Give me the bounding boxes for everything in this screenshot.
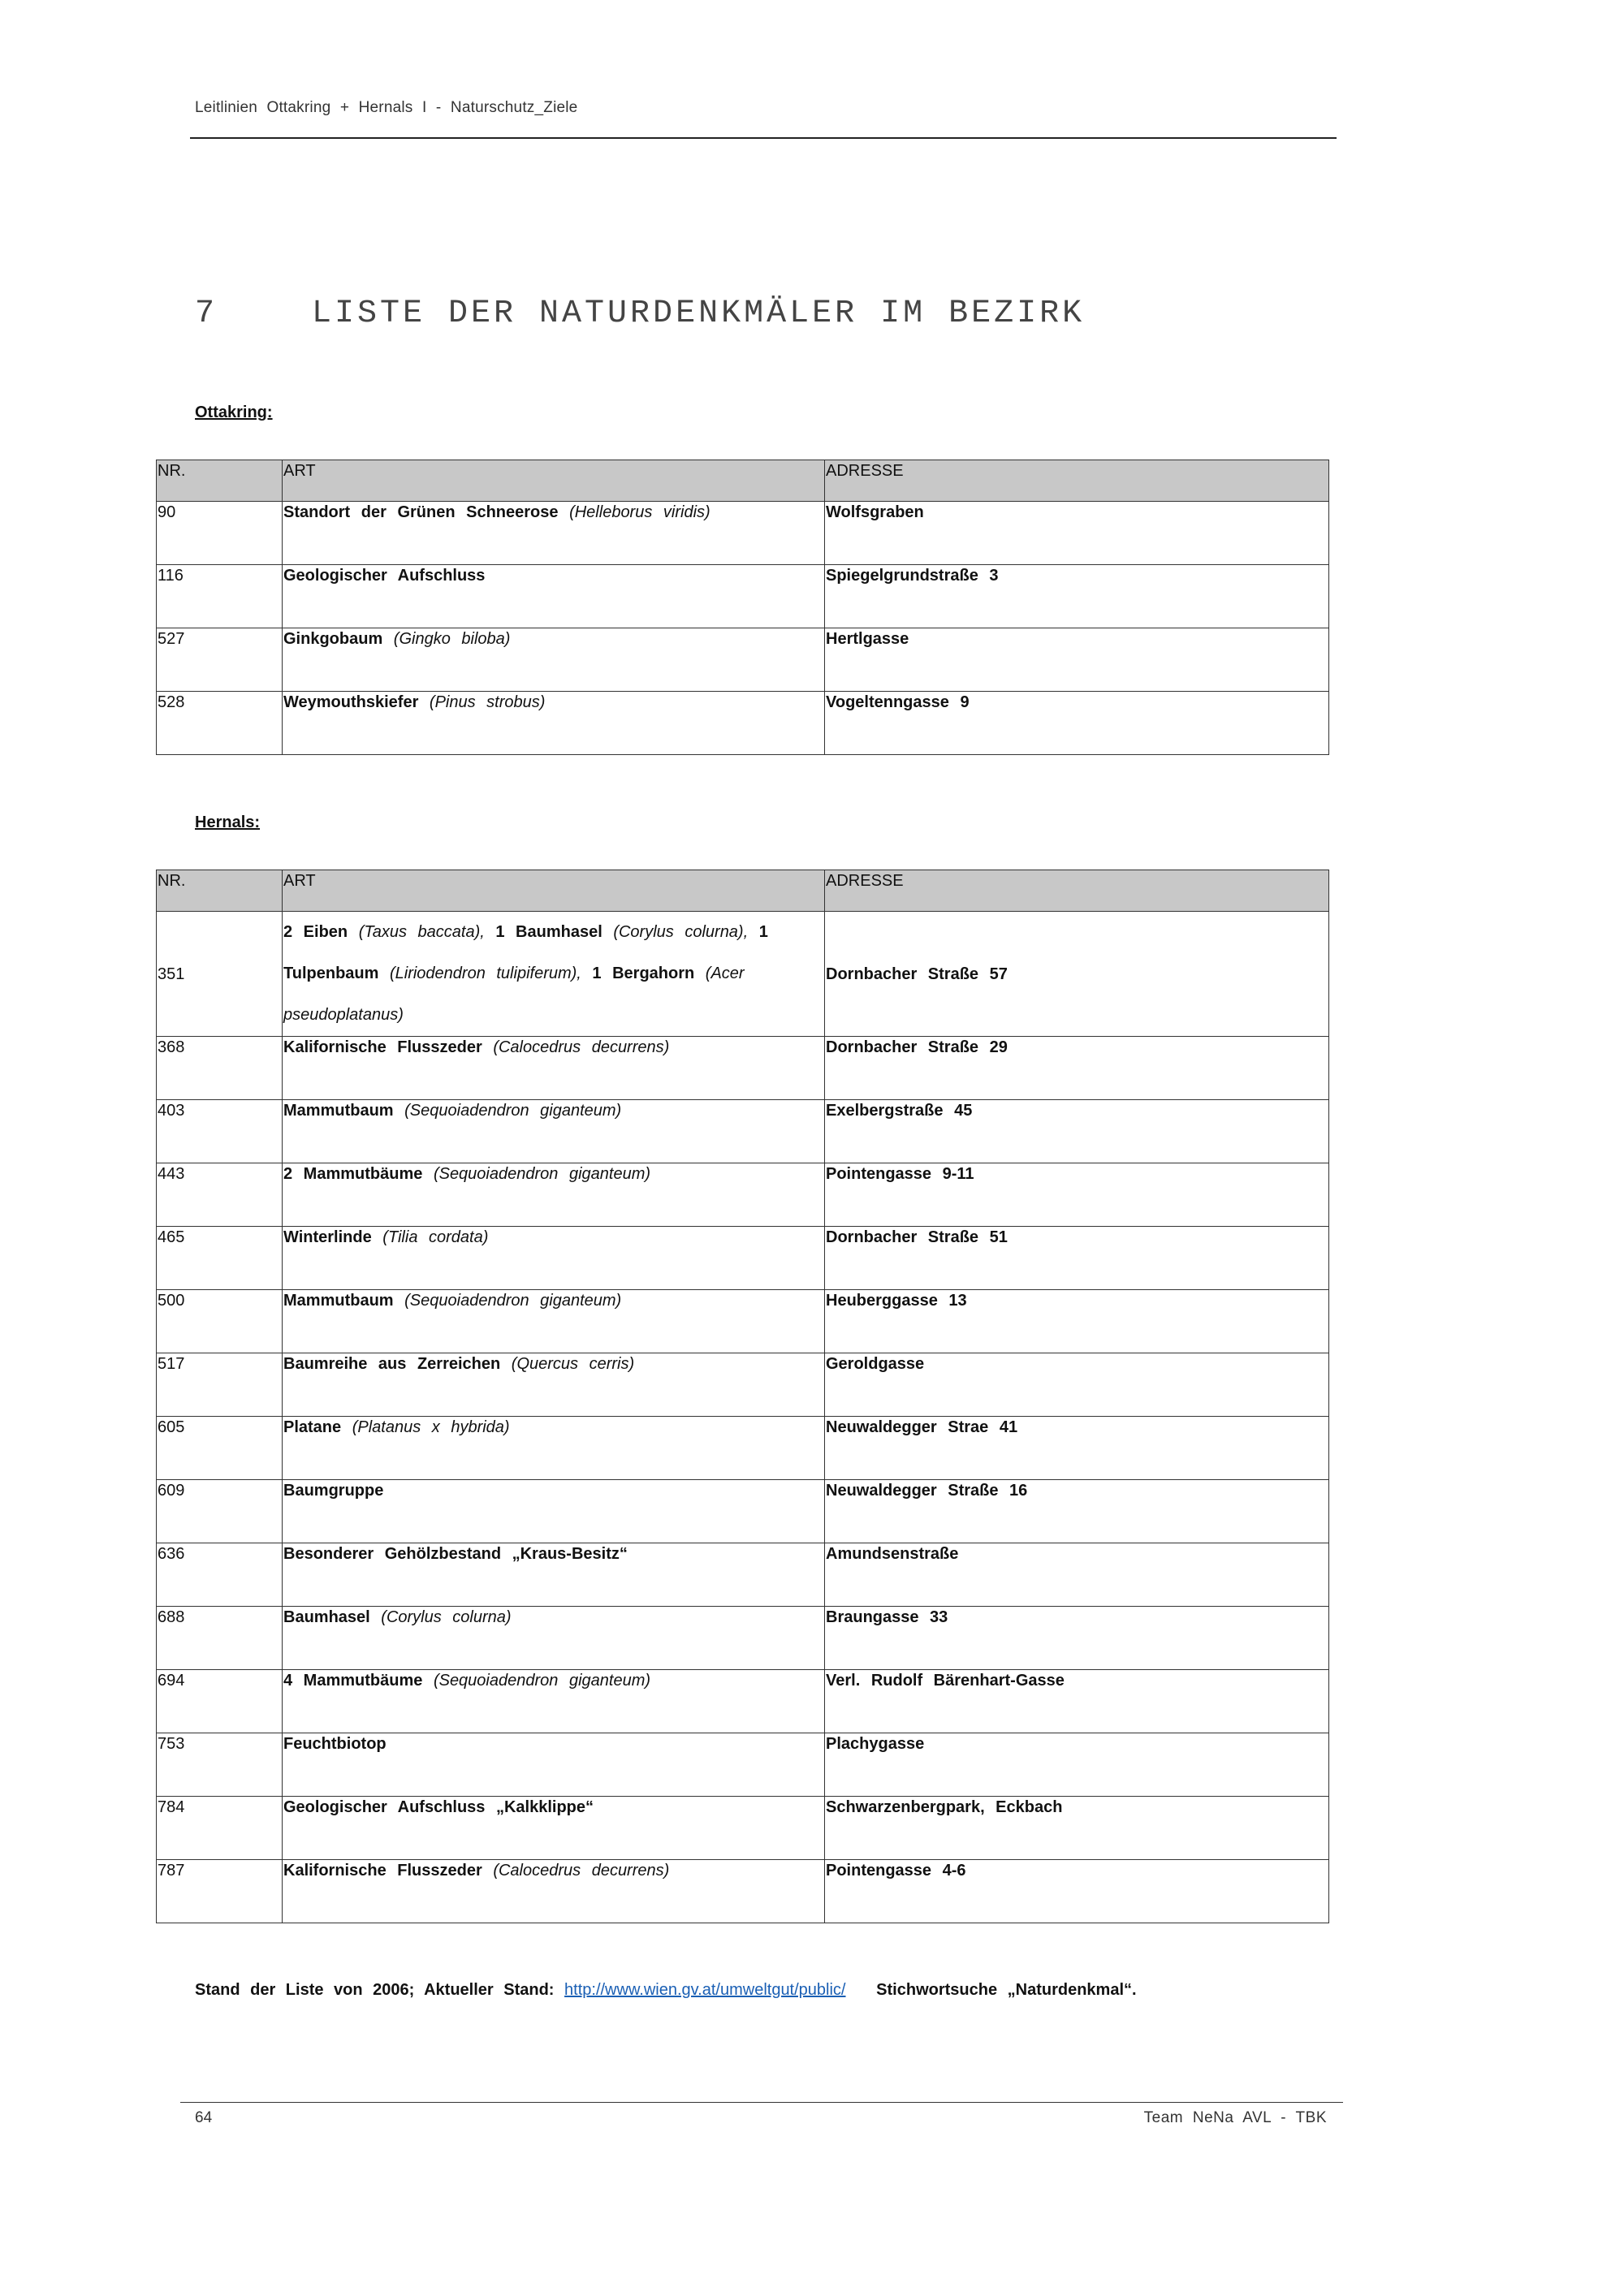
art-text: Baumhasel [283,1608,370,1626]
cell-art [283,1100,825,1163]
table-row [157,565,1329,628]
table-row [157,502,1329,565]
latin-name: (Quercus cerris) [511,1355,635,1373]
cell-adresse: Pointengasse 9-11 [825,1163,1329,1227]
art-text: Winterlinde [283,1228,372,1246]
cell-nr: 753 [157,1733,283,1797]
table-row [157,1797,1329,1860]
art-text: 2 Mammutbäume [283,1165,423,1183]
cell-adresse: Vogeltenngasse 9 [825,692,1329,755]
table-row [157,1480,1329,1543]
cell-art [283,1480,825,1543]
latin-name: (Corylus colurna) [381,1608,512,1626]
art-text: Standort der Grünen Schneerose [283,503,559,521]
latin-name: (Platanus x hybrida) [352,1418,510,1436]
chapter-title: LISTE DER NATURDENKMÄLER IM BEZIRK [312,296,1086,332]
cell-adresse: Verl. Rudolf Bärenhart-Gasse [825,1670,1329,1733]
latin-name: (Sequoiadendron giganteum) [404,1102,622,1120]
table-row [157,1860,1329,1923]
cell-art [283,1417,825,1480]
cell-nr: 351 [157,912,283,1037]
cell-nr: 517 [157,1353,283,1417]
cell-art [283,1670,825,1733]
page-number: 64 [195,2109,213,2126]
table-row [157,1733,1329,1797]
table-hernals [156,870,1329,1923]
art-text: Baumreihe aus Zerreichen [283,1355,501,1373]
note-prefix: Stand der Liste von 2006; Aktueller Stand: [195,1981,555,1999]
cell-art [283,1037,825,1100]
cell-nr: 605 [157,1417,283,1480]
art-text: 1 Baumhasel [495,923,603,941]
cell-art [283,1733,825,1797]
cell-nr: 688 [157,1607,283,1670]
art-text: Weymouthskiefer [283,693,419,711]
section-label-hernals: Hernals: [195,814,261,831]
cell-adresse: Neuwaldegger Strae 41 [825,1417,1329,1480]
cell-art [283,628,825,692]
cell-nr: 528 [157,692,283,755]
art-text: Platane [283,1418,342,1436]
cell-adresse: Spiegelgrundstraße 3 [825,565,1329,628]
latin-name: (Pinus strobus) [429,693,546,711]
running-header: Leitlinien Ottakring + Hernals I - Naturschutz_Ziele [195,99,578,116]
cell-adresse: Wolfsgraben [825,502,1329,565]
art-text: Ginkgobaum [283,630,383,648]
cell-adresse: Pointengasse 4-6 [825,1860,1329,1923]
cell-art [283,565,825,628]
art-text: Baumgruppe [283,1482,384,1500]
wien-umweltgut-link[interactable]: http://www.wien.gv.at/umweltgut/public/ [564,1981,846,1999]
table-body-ottakring [157,502,1329,755]
cell-adresse: Amundsenstraße [825,1543,1329,1607]
column-header-nr: NR. [157,870,283,912]
table-row [157,1037,1329,1100]
footer-team: Team NeNa AVL - TBK [1143,2109,1327,2126]
cell-nr: 403 [157,1100,283,1163]
cell-adresse: Braungasse 33 [825,1607,1329,1670]
latin-name: (Calocedrus decurrens) [493,1038,670,1056]
table-row [157,912,1329,1037]
column-header-art: ART [283,870,825,912]
art-text: Kalifornische Flusszeder [283,1862,482,1880]
table-row [157,1417,1329,1480]
latin-name: (Corylus colurna), [613,923,749,941]
table-row [157,1607,1329,1670]
cell-art [283,1797,825,1860]
cell-adresse: Geroldgasse [825,1353,1329,1417]
art-text: Mammutbaum [283,1102,394,1120]
latin-name: (Acer [705,965,745,982]
art-text: Kalifornische Flusszeder [283,1038,482,1056]
table-row [157,1163,1329,1227]
cell-nr: 694 [157,1670,283,1733]
art-text: Tulpenbaum [283,965,379,982]
art-text: Geologischer Aufschluss „Kalkklippe“ [283,1798,594,1816]
footer-rule [180,2102,1343,2103]
cell-adresse: Dornbacher Straße 57 [825,912,1329,1037]
cell-art [283,1543,825,1607]
latin-name: pseudoplatanus) [283,1006,404,1024]
table-body-hernals [157,912,1329,1923]
cell-adresse: Neuwaldegger Straße 16 [825,1480,1329,1543]
cell-nr: 636 [157,1543,283,1607]
cell-nr: 368 [157,1037,283,1100]
cell-art [283,1353,825,1417]
table-row [157,1543,1329,1607]
cell-adresse: Heuberggasse 13 [825,1290,1329,1353]
art-text: 2 Eiben [283,923,348,941]
cell-adresse: Schwarzenbergpark, Eckbach [825,1797,1329,1860]
cell-nr: 784 [157,1797,283,1860]
art-text: Besonderer Gehölzbestand „Kraus-Besitz“ [283,1545,628,1563]
cell-nr: 787 [157,1860,283,1923]
art-text: 4 Mammutbäume [283,1672,423,1690]
art-text: Mammutbaum [283,1292,394,1310]
cell-adresse: Plachygasse [825,1733,1329,1797]
cell-art [283,1227,825,1290]
table-row [157,1100,1329,1163]
cell-nr: 609 [157,1480,283,1543]
cell-nr: 443 [157,1163,283,1227]
latin-name: (Sequoiadendron giganteum) [433,1672,651,1690]
header-rule [190,137,1337,139]
chapter-number: 7 [195,296,218,332]
cell-nr: 90 [157,502,283,565]
column-header-art: ART [283,460,825,502]
cell-art [283,1163,825,1227]
table-row [157,1670,1329,1733]
art-text: 1 [758,923,768,941]
latin-name: (Tilia cordata) [382,1228,489,1246]
cell-adresse: Dornbacher Straße 51 [825,1227,1329,1290]
cell-art [283,502,825,565]
table-ottakring [156,460,1329,755]
column-header-adresse: ADRESSE [825,870,1329,912]
cell-art [283,1860,825,1923]
cell-art [283,1290,825,1353]
table-row [157,1227,1329,1290]
section-label-ottakring: Ottakring: [195,404,273,421]
cell-art [283,912,825,1037]
note-suffix: Stichwortsuche „Naturdenkmal“. [876,1981,1137,1999]
table-row [157,1353,1329,1417]
art-text: Feuchtbiotop [283,1735,387,1753]
art-text: 1 Bergahorn [592,965,695,982]
latin-name: (Gingko biloba) [393,630,511,648]
chapter-heading [195,296,1085,332]
cell-nr: 465 [157,1227,283,1290]
art-text: Geologischer Aufschluss [283,567,486,585]
column-header-nr: NR. [157,460,283,502]
latin-name: (Calocedrus decurrens) [493,1862,670,1880]
table-row [157,628,1329,692]
latin-name: (Sequoiadendron giganteum) [433,1165,651,1183]
table-row [157,1290,1329,1353]
latin-name: (Liriodendron tulipiferum), [389,965,581,982]
table-header-row [157,870,1329,912]
cell-adresse: Hertlgasse [825,628,1329,692]
cell-nr: 116 [157,565,283,628]
latin-name: (Helleborus viridis) [569,503,710,521]
cell-adresse: Exelbergstraße 45 [825,1100,1329,1163]
table-row [157,692,1329,755]
column-header-adresse: ADRESSE [825,460,1329,502]
latin-name: (Taxus baccata), [358,923,485,941]
list-source-note [195,1981,1137,2000]
cell-art [283,692,825,755]
cell-nr: 527 [157,628,283,692]
latin-name: (Sequoiadendron giganteum) [404,1292,622,1310]
table-header-row [157,460,1329,502]
cell-nr: 500 [157,1290,283,1353]
cell-adresse: Dornbacher Straße 29 [825,1037,1329,1100]
cell-art [283,1607,825,1670]
